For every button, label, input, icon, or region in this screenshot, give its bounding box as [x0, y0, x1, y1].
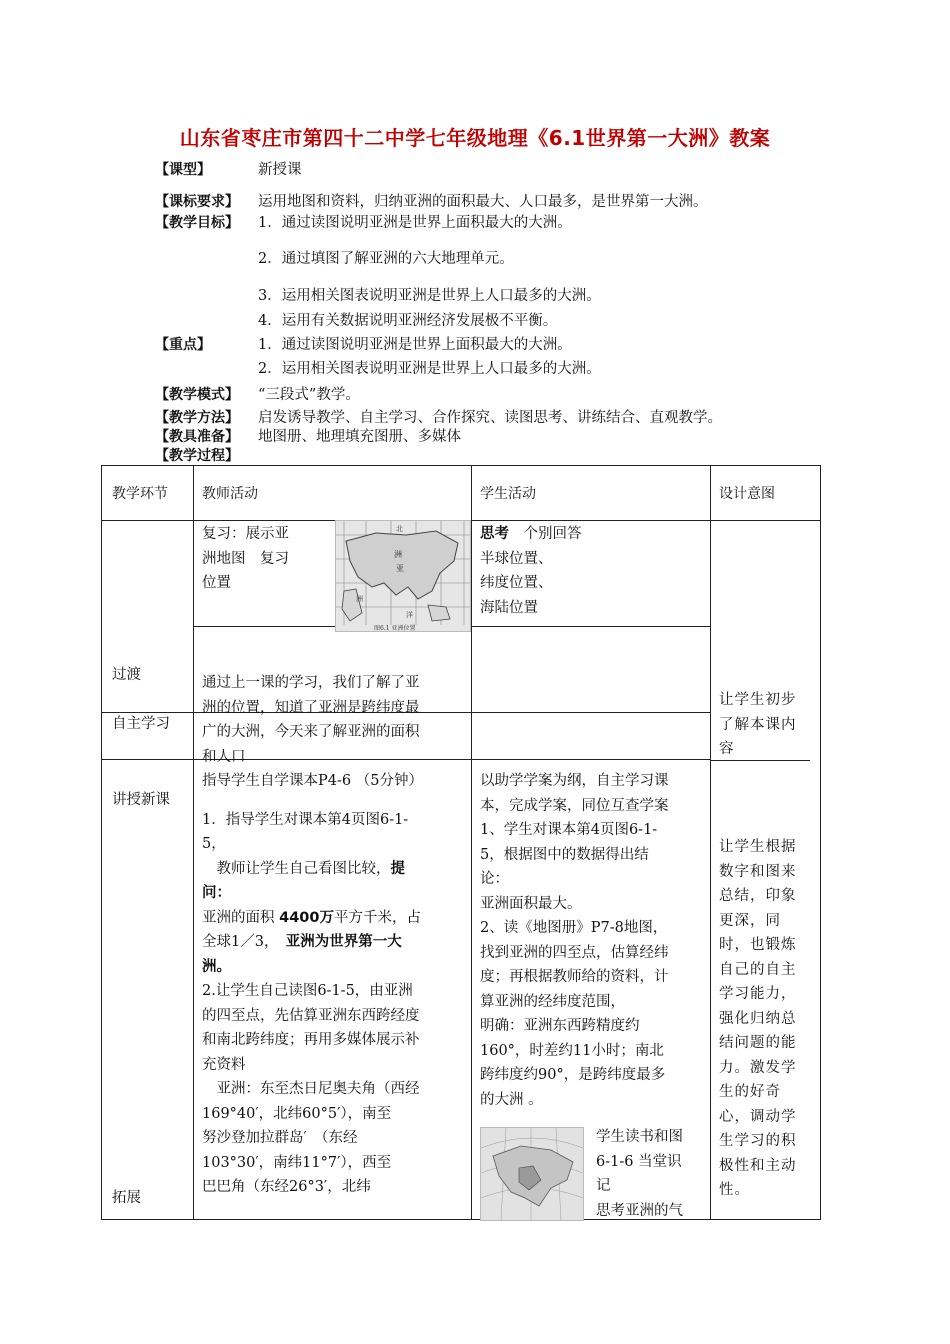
asia-region-map [480, 1127, 584, 1221]
svg-text:图6.1 亚洲位置: 图6.1 亚洲位置 [374, 625, 416, 631]
stage-extension: 拓展 [112, 1190, 141, 1206]
goal-item: 4．运用有关数据说明亚洲经济发展极不平衡。 [258, 313, 558, 329]
mode-value: “三段式”教学。 [258, 387, 360, 403]
key-label: 【重点】 [155, 337, 211, 353]
svg-text:洲: 洲 [394, 550, 402, 559]
process-label: 【教学过程】 [155, 448, 239, 464]
column-divider [710, 466, 711, 1219]
svg-text:北: 北 [396, 525, 403, 533]
asia-map-icon [336, 521, 470, 631]
header-design: 设计意图 [719, 486, 775, 502]
method-value: 启发诱导教学、自主学习、合作探究、读图思考、讲练结合、直观教学。 [258, 410, 722, 426]
standard-value: 运用地图和资料，归纳亚洲的面积最大、人口最多，是世界第一大洲。 [258, 194, 708, 210]
stage-transition: 过渡 [112, 667, 141, 683]
tools-value: 地图册、地理填充图册、多媒体 [258, 429, 461, 445]
header-teacher: 教师活动 [202, 486, 258, 502]
asia-region-map-icon [481, 1128, 583, 1220]
student-lesson-text: 以助学学案为纲，自主学习课 本，完成学案，同位互查学案 1、学生对课本第4页图6-1- 5，根据图中的数据得出结 论： 亚洲面积最大。 2、读《地图册》P7-8地图， 找到亚洲的四至点，估算经纬 度；再根据教师给的资料，计 算亚洲的经纬度范围， 明确：亚洲东西跨精度约 160°，时差约11小时；南北 跨纬度约90°，是跨纬度最多 的大洲 。 [480, 773, 669, 1108]
asia-location-map [335, 520, 471, 632]
header-stage: 教学环节 [112, 486, 168, 502]
stage-new-lesson: 讲授新课 [112, 792, 170, 808]
key-item: 2．运用相关图表说明亚洲是世界上人口最多的大洲。 [258, 361, 601, 377]
student-map-text: 学生读书和图 6-1-6 当堂识 记 思考亚洲的气 [596, 1129, 683, 1219]
method-label: 【教学方法】 [155, 410, 239, 426]
design-intent-2: 让学生根据 数字和图来 总结，印象 更深，同 时，也锻炼 自己的自主 学习能力， 强化归纳总 结问题的能 力。激发学 生的好奇 心，调动学 生学习的积 极性和主动 性。 [719, 839, 797, 1198]
student-review: 思考 个别回答 半球位置、 纬度位置、 海陆位置 [480, 526, 582, 616]
goal-item: 3．运用相关图表说明亚洲是世界上人口最多的大洲。 [258, 288, 601, 304]
lesson-table [101, 465, 821, 1220]
page-title: 山东省枣庄市第四十二中学七年级地理《6.1世界第一大洲》教案 [179, 126, 771, 150]
svg-text:洋: 洋 [406, 611, 413, 619]
column-divider [471, 466, 472, 1219]
stage-self-study: 自主学习 [112, 716, 170, 732]
goal-item: 1．通过读图说明亚洲是世界上面积最大的大洲。 [258, 215, 572, 231]
standard-label: 【课标要求】 [155, 194, 239, 210]
student-think-label: 思考 [480, 526, 509, 542]
course-type-label: 【课型】 [155, 162, 211, 178]
transition-text: 通过上一课的学习，我们了解了亚 洲的位置，知道了亚洲是跨纬度最 广的大洲，今天来了解亚洲的面积 和人口 [202, 675, 420, 765]
design-intent-1: 让学生初步 了解本课内 容 [719, 692, 797, 757]
goal-item: 2．通过填图了解亚洲的六大地理单元。 [258, 251, 514, 267]
svg-text:亚: 亚 [396, 564, 404, 573]
goals-label: 【教学目标】 [155, 215, 239, 231]
header-student: 学生活动 [480, 486, 536, 502]
svg-text:洲: 洲 [356, 595, 363, 603]
course-type-value: 新授课 [258, 162, 302, 178]
mode-label: 【教学模式】 [155, 387, 239, 403]
teacher-lesson-text: 指导学生自学课本P4-6 （5分钟） 1．指导学生对课本第4页图6-1- 5， 教师让学生自己看图比较，提 问： 亚洲的面积 4400万平方千米，占 全球1／3， 亚洲为世界第一大 洲。 2.让学生自己读图6-1-5，由亚洲 的四至点，先估算亚洲东西跨经度 和南北跨纬度；再用多媒体展示补 充资料 亚洲：东至杰日尼奥夫角（西经 169°40′，北纬60°5′），南至 努沙登加拉群岛′ （东经 103°30′，南纬11°7′），西至 巴巴角（东经26°3′，北纬 [202, 773, 423, 1195]
column-divider [193, 466, 194, 1219]
review-text: 复习：展示亚 洲地图 复习 位置 [202, 526, 289, 591]
key-item: 1．通过读图说明亚洲是世界上面积最大的大洲。 [258, 337, 572, 353]
tools-label: 【教具准备】 [155, 429, 239, 445]
